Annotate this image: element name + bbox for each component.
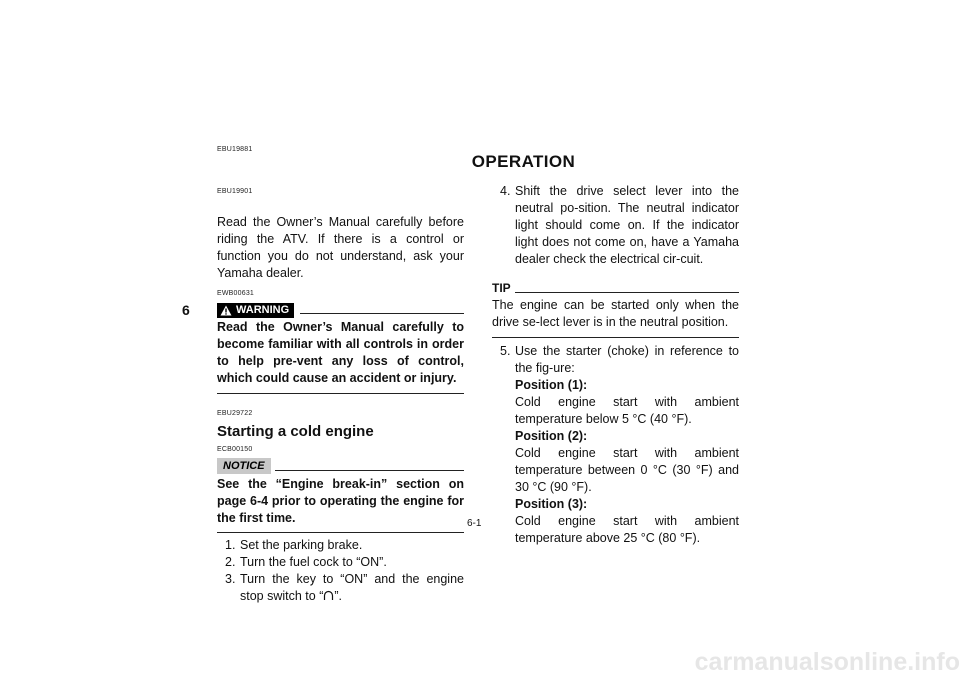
tip-rule-bottom <box>492 337 739 338</box>
page-number: 6-1 <box>467 518 482 529</box>
position-label: Position (1): <box>515 378 588 392</box>
tip-text: The engine can be started only when the drive se-lect lever is in the neutral position. <box>492 298 739 329</box>
notice-rule-top <box>275 470 464 471</box>
warning-rule-bottom <box>217 393 464 394</box>
position-label: Position (3): <box>515 497 588 511</box>
list-item: 1. Set the parking brake. <box>225 538 363 552</box>
left-column <box>217 183 464 605</box>
warning-rule-top <box>300 313 464 314</box>
notice-badge: NOTICE <box>217 458 271 474</box>
notice-text: See the “Engine break-in” section on page 6-4 prior to operating the engine for the first time. <box>217 477 464 525</box>
position-text: Cold engine start with ambient temperature between 0 °C (30 °F) and 30 °C (90 °F). <box>515 446 739 494</box>
section-code: EBU29722 <box>217 410 253 417</box>
position-text: Cold engine start with ambient temperature below 5 °C (40 °F). <box>515 395 739 426</box>
steps-list-right-b <box>492 343 739 547</box>
intro-paragraph: Read the Owner’s Manual carefully before riding the ATV. If there is a control or function you do not understand, ask your Yamaha dealer. <box>217 215 464 280</box>
watermark: carmanualsonline.info <box>694 648 960 676</box>
engine-run-icon <box>323 590 334 601</box>
code-ebu19901: EBU19901 <box>217 188 253 195</box>
position-text: Cold engine start with ambient temperature above 25 °C (80 °F). <box>515 514 739 545</box>
notice-code: ECB00150 <box>217 446 253 453</box>
list-item: 4. Shift the drive select lever into the neutral po-sition. The neutral indicator light should come on. If the indicator light does not come on, have a Yamaha dealer check the electrical cir-cuit. <box>500 184 739 266</box>
right-column <box>492 183 739 547</box>
warning-badge: WARNING <box>217 303 294 318</box>
warning-text: Read the Owner’s Manual carefully to become familiar with all controls in order to help pre-vent any loss of control, which could cause an accident or injury. <box>217 320 464 385</box>
tip-label: TIP <box>492 281 511 295</box>
warning-header <box>217 303 464 318</box>
list-item: 5. Use the starter (choke) in reference to the fig-ure: Position (1): Cold engine start with ambient temperature below 5 °C (40 °F). Position (2): Cold engine start with ambient temperature between 0 °C (30 °F) and 30 °C (90 °F). Position (3): Cold engine start with ambient temperature above 25 °C (80 °F). <box>500 344 739 545</box>
position-label: Position (2): <box>515 429 588 443</box>
warning-code: EWB00631 <box>217 290 255 297</box>
page-title: OPERATION <box>471 152 576 171</box>
section-heading: Starting a cold engine <box>217 423 374 440</box>
list-item: 2. Turn the fuel cock to “ON”. <box>225 555 387 569</box>
tip-rule-top <box>515 292 739 293</box>
notice-rule-bottom <box>217 532 464 533</box>
steps-list-right-a <box>492 183 739 268</box>
warning-triangle-icon <box>220 305 232 316</box>
tip-header <box>492 280 739 297</box>
code-ebu19881: EBU19881 <box>217 146 253 153</box>
notice-header <box>217 458 464 474</box>
list-item: 3. Turn the key to “ON” and the engine stop switch to “ ”. <box>225 572 464 603</box>
chapter-tab: 6 <box>182 302 190 318</box>
steps-list-left <box>217 537 464 605</box>
